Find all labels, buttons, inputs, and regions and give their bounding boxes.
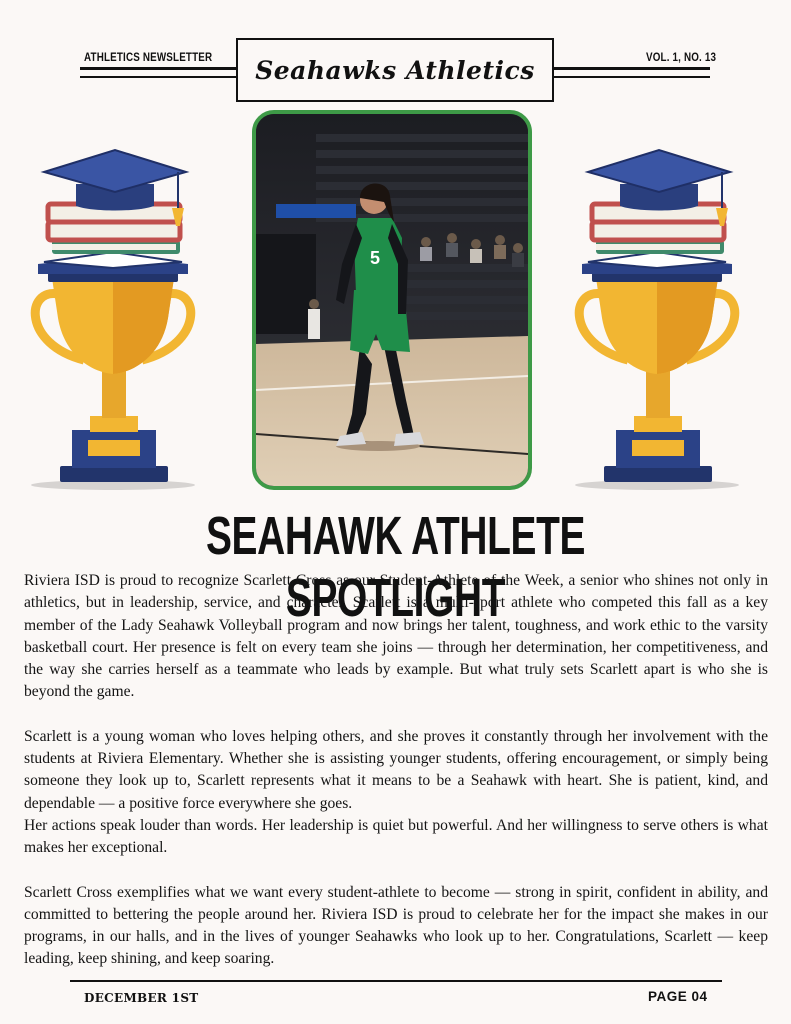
article-paragraph-2: Scarlett is a young woman who loves helping others, and she proves it constantly through her involvement with the students at Riviera Elementary. Whether she is assisting younger students, offering encouragement, or simply being someone they look up to, Scarlett represents what it means to be a Seahawk with heart. She is patient, kind, and dependable — a positive force everywhere she goes. (24, 727, 768, 812)
masthead-rule-right-bottom (552, 76, 710, 78)
footer-rule (70, 980, 722, 982)
trophy-books-cap-icon (562, 148, 752, 493)
article-paragraph-4: Scarlett Cross exemplifies what we want every student-athlete to become — strong in spirit, confident in ability, and committed to bettering the people around her. Riviera ISD is proud to celebrate her for the impact she makes in our programs, in our halls, and in the lives of younger Seahawks who look up to her. Congratulations, Scarlett — keep leading, keep shining, and keep soaring. (24, 883, 768, 968)
masthead-rule-left-bottom (80, 76, 236, 78)
masthead-title-box (236, 38, 554, 102)
basketball-court-illustration (256, 114, 528, 486)
issue-number: VOL. 1, NO. 13 (646, 50, 717, 64)
article-paragraph-1: Riviera ISD is proud to recognize Scarlett Cross as our Student-Athlete of the Week, a senior who shines not only in athletics, but in leadership, service, and character. Scarlett is a multi-sport athlete who competed this fall as a key member of the Lady Seahawk Volleyball program and now brings her talent, toughness, and work ethic to the varsity basketball court. Her presence is felt on every team she joins — through her determination, her competitiveness, and the way she carries herself as a teammate who leads by example. But what truly sets Scarlett apart is who she is beyond the game. (24, 572, 768, 701)
trophy-books-cap-icon (18, 148, 208, 493)
article-paragraph-3: Her actions speak louder than words. Her leadership is quiet but powerful. And her willingness to serve others is what makes her exceptional. (24, 816, 768, 857)
masthead-rule-left-top (80, 67, 236, 70)
newsletter-label: ATHLETICS NEWSLETTER (84, 50, 213, 64)
footer-date: DECEMBER 1ST (84, 991, 199, 1005)
headline: SEAHAWK ATHLETE SPOTLIGHT (205, 506, 586, 628)
footer-page-number: PAGE 04 (648, 989, 708, 1004)
article-body (24, 570, 768, 971)
jersey-number: 5 (370, 248, 381, 268)
masthead-rule-right-top (552, 67, 710, 70)
masthead-title: Seahawks Athletics (255, 55, 535, 85)
athlete-photo (252, 110, 532, 490)
